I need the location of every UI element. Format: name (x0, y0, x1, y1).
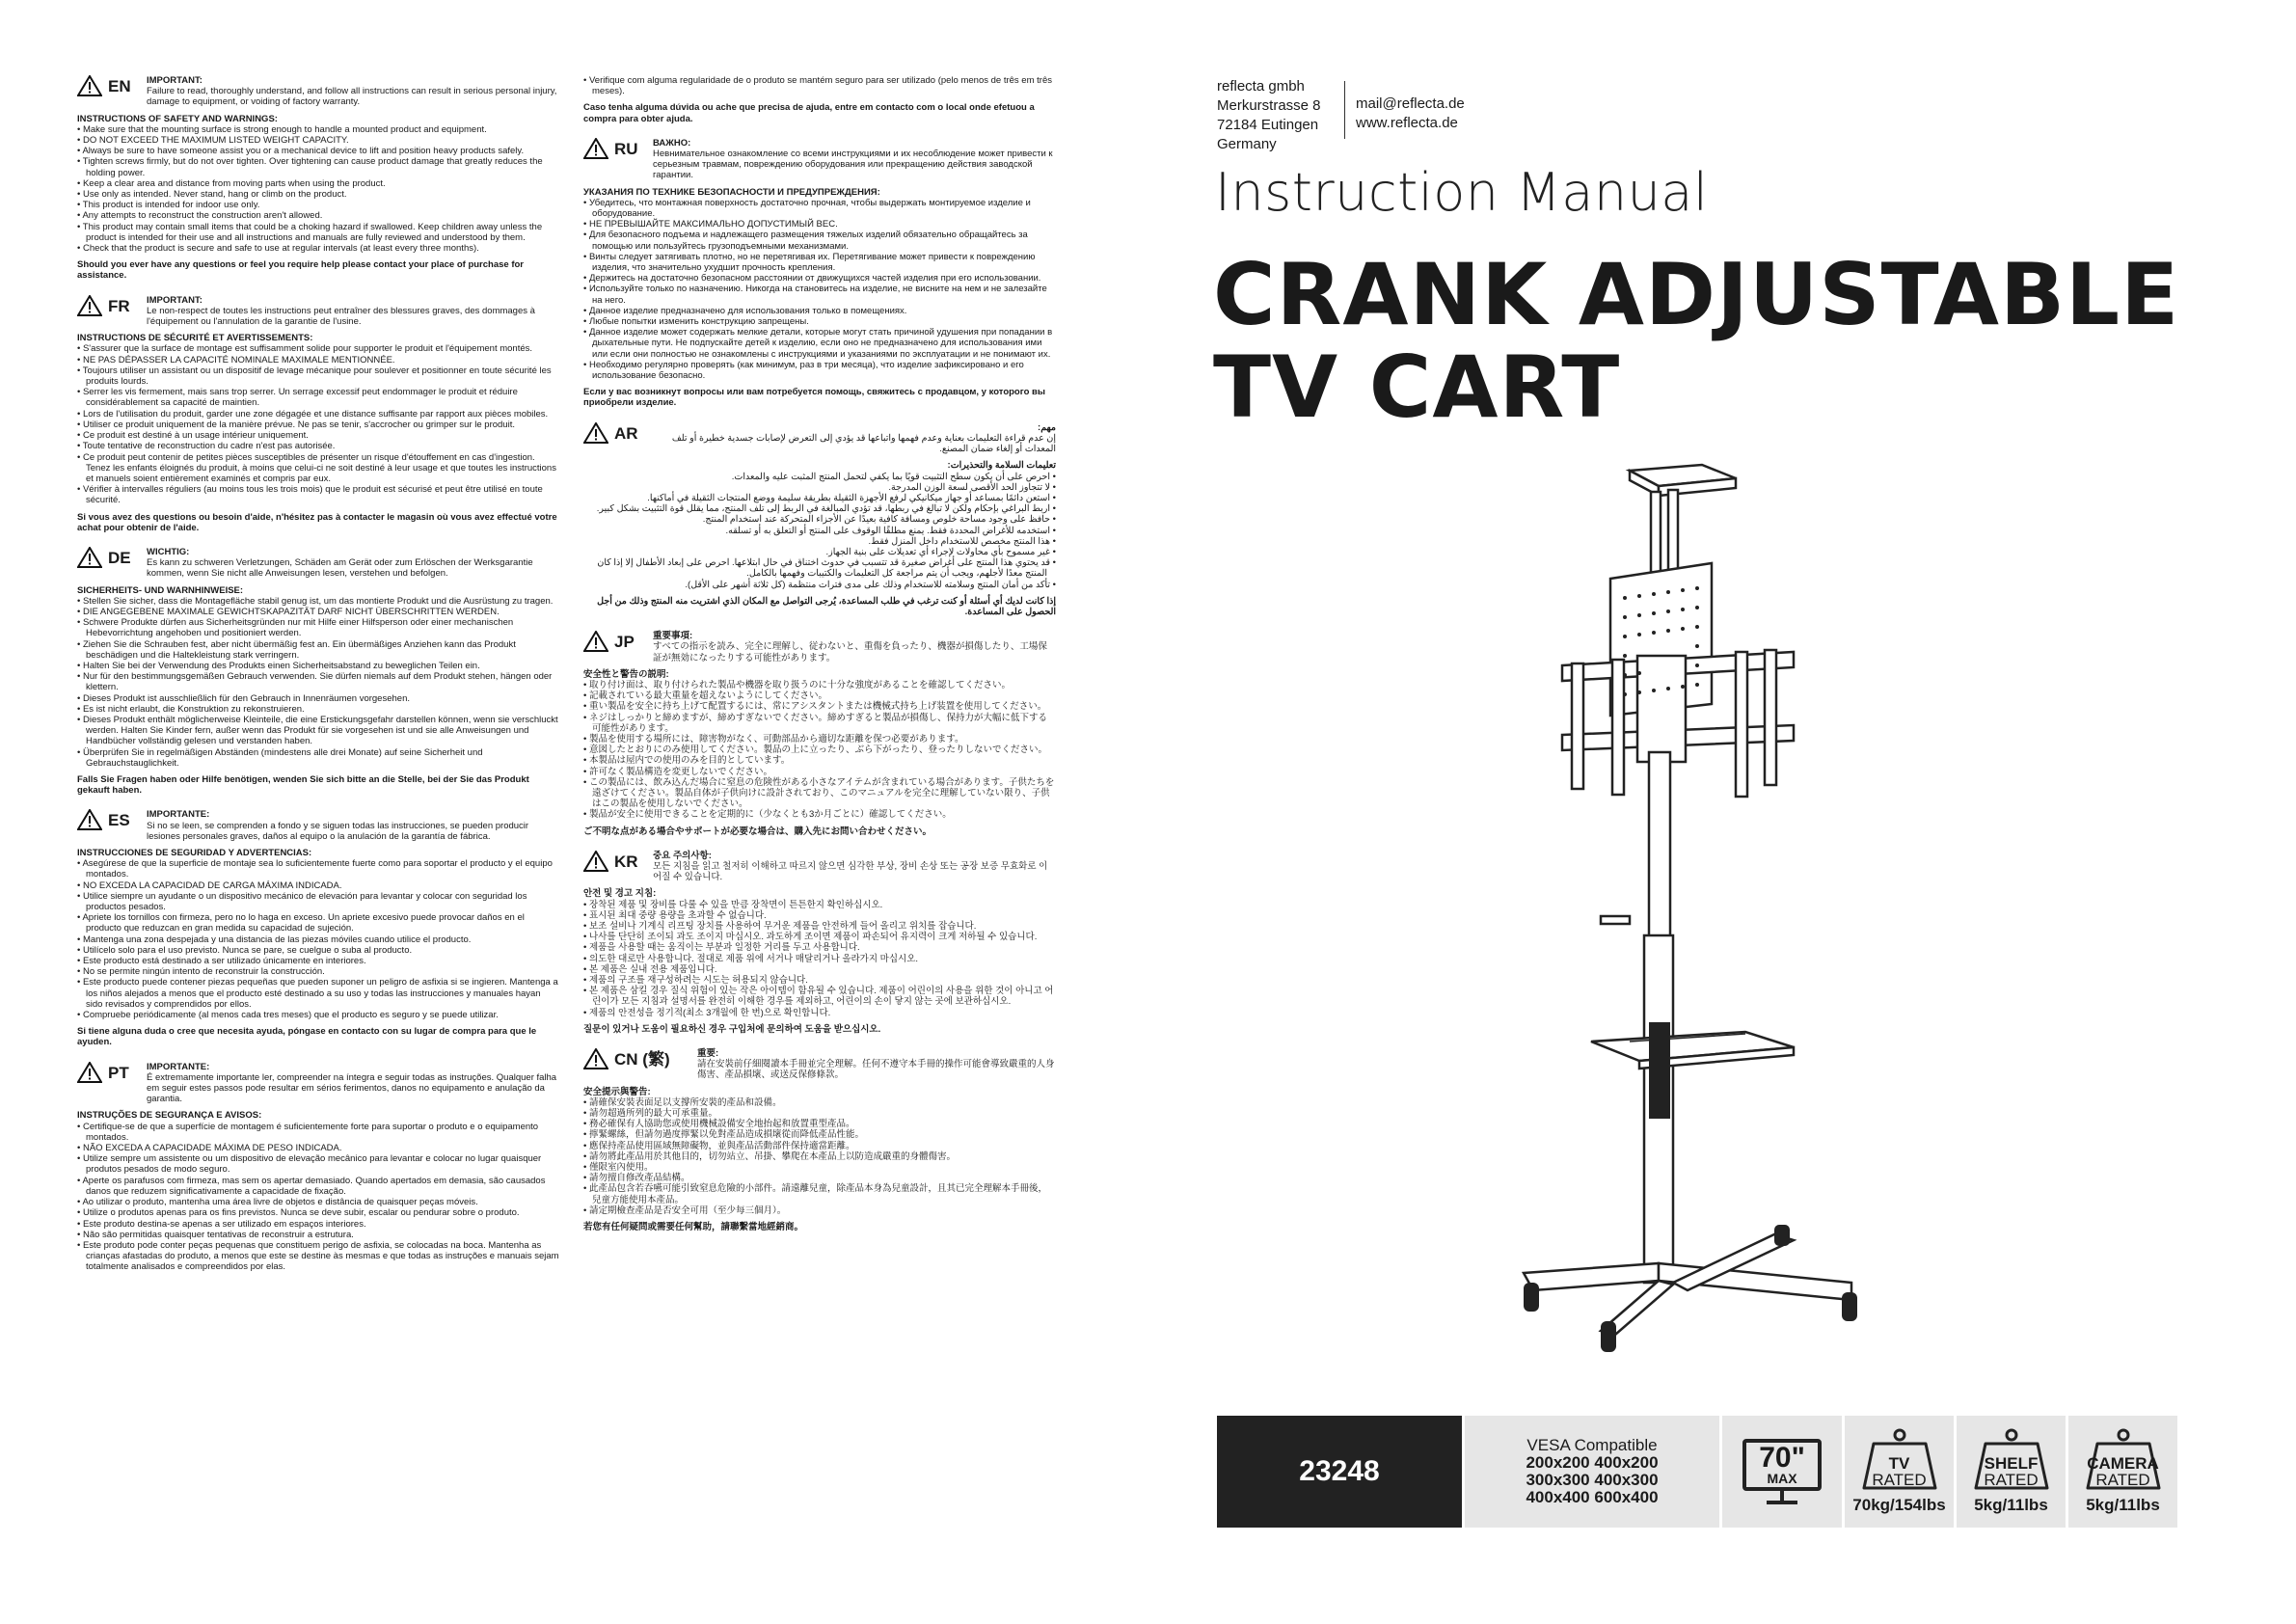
important-text: Le non-respect de toutes les instructions peut entraîner des blessures graves, des dommages à l'équipement ou l'annulation de la garantie de l'usine. (147, 305, 535, 328)
warning-triangle-icon (77, 295, 104, 318)
safety-list (77, 1122, 559, 1273)
list-item: • استعن دائمًا بمساعد أو جهاز ميكانيكي لرفع الأجهزة الثقيلة بطريقة سليمة ووضع المنتجات الثقيلة في أماكنها. (583, 493, 1056, 503)
vesa-line: 300x300 400x300 (1526, 1471, 1659, 1489)
list-item: • S'assurer que la surface de montage est suffisamment solide pour supporter le produit et l'équipement montés. (77, 343, 559, 354)
list-item: • 장착된 제품 및 장비를 다룰 수 있을 만큼 장착면이 튼튼한지 확인하십시오. (583, 900, 1056, 910)
list-item: • 제품의 안전성을 정기적(최소 3개월에 한 번)으로 확인합니다. (583, 1008, 1056, 1018)
warning-triangle-icon (583, 138, 610, 161)
section-en (77, 75, 559, 282)
list-item: • 의도한 대로만 사용합니다. 절대로 제품 위에 서거나 매달리거나 올라가지 마십시오. (583, 954, 1056, 964)
warning-triangle-icon (77, 809, 104, 832)
list-item: • 務必確保有人協助您或使用機械設備安全地抬起和放置重型產品。 (583, 1119, 1056, 1129)
tv-rated-badge (1845, 1416, 1954, 1528)
list-item: • Apriete los tornillos con firmeza, pero no lo haga en exceso. Un apriete excesivo puede provocar daños en el producto que reduzcan en gran medida su capacidad de sujeción. (77, 912, 559, 934)
list-item: • Use only as intended. Never stand, hang or climb on the product. (77, 189, 559, 200)
list-item: • 意図したとおりにのみ使用してください。製品の上に立ったり、ぶら下がったり、登ったりしないでください。 (583, 744, 1056, 755)
list-item: • Keep a clear area and distance from moving parts when using the product. (77, 178, 559, 189)
closing-text: ご不明な点がある場合やサポートが必要な場合は、購入先にお問い合わせください。 (583, 826, 932, 837)
badge-bottom: RATED (1872, 1471, 1927, 1489)
list-item: • Utilize sempre um assistente ou um dispositivo de elevação mecânico para levantar e colocar no lugar quaisquer produtos pesados de modo seguro. (77, 1153, 559, 1175)
list-item: • 請勿將此產品用於其他目的，切勿站立、吊掛、攀爬在本產品上以防造成嚴重的身體傷害。 (583, 1151, 1056, 1162)
badge-top: SHELF (1984, 1454, 2039, 1473)
important-text: É extremamente importante ler, compreender na íntegra e seguir todas as instruções. Qualquer falha em seguir estes passos pode resultar em sérios ferimentos, danos no equipamento e anulação da garantia. (147, 1071, 557, 1105)
closing-text: Si vous avez des questions ou besoin d'aide, n'hésitez pas à contacter le magasin où vous avez effectué votre achat pour obtenir de l'aide. (77, 511, 557, 533)
list-item: • Ao utilizar o produto, mantenha uma área livre de objetos e distância de quaisquer peças móveis. (77, 1197, 559, 1207)
important-text: Failure to read, thoroughly understand, and follow all instructions can result in serious personal injury, damage to equipment, or voiding of factory warranty. (147, 86, 557, 108)
important-label: 重要事項: (653, 631, 693, 642)
vesa-line: 200x200 400x200 (1526, 1453, 1659, 1472)
important-text: 請在安裝前仔細閱讀本手冊並完全理解。任何不遵守本手冊的操作可能會導致嚴重的人身傷害、產品損壞、或送反保修條款。 (697, 1059, 1055, 1081)
tv-cart-illustration (1504, 463, 1909, 1389)
language-code: EN (108, 77, 131, 95)
company-contact (1356, 95, 1465, 133)
closing-text: إذا كانت لديك أي أسئلة أو كنت ترغب في طلب المساعدة، يُرجى التواصل مع المكان الذي اشتريت منه المنتج وذلك من أجل الحصول على المساعدة. (597, 595, 1056, 617)
list-item: • Vérifier à intervalles réguliers (au moins tous les trois mois) que le produit est sécurisé et peut être utilisé en toute sécurité. (77, 484, 559, 505)
safety-list (77, 858, 559, 1020)
warning-triangle-icon (77, 1062, 104, 1085)
list-item: • تأكد من أمان المنتج وسلامته للاستخدام وذلك على مدى فترات منتظمة (كل ثلاثة أشهر على الأقل). (583, 580, 1056, 590)
product-title-line1: CRANK ADJUSTABLE (1213, 245, 2180, 344)
section-fr (77, 295, 559, 533)
list-item: • NO EXCEDA LA CAPACIDAD DE CARGA MÁXIMA INDICADA. (77, 880, 559, 891)
list-item: • Utilize o produtos apenas para os fins previstos. Nunca se deve subir, escalar ou pendurar sobre o produto. (77, 1207, 559, 1218)
list-item: • Aperte os parafusos com firmeza, mas sem os apertar demasiado. Quando apertados em demasia, são causados danos que reduzem significativamente a capacidade de fixação. (77, 1176, 559, 1197)
closing-text: Should you ever have any questions or feel you require help please contact your place of purchase for assistance. (77, 259, 524, 282)
list-item: • Verifique com alguma regularidade de o produto se mantém seguro para ser utilizado (pelo menos de três em três meses). (583, 75, 1056, 96)
list-item: • احرص على أن يكون سطح التثبيت قويًا بما يكفي لتحمل المنتج المثبت عليه والمعدات. (583, 472, 1056, 482)
closing-text: Si tiene alguna duda o cree que necesita ayuda, póngase en contacto con su lugar de compra para que le ayuden. (77, 1026, 537, 1048)
safety-subhead: INSTRUCTIONS OF SAFETY AND WARNINGS: (77, 113, 278, 124)
list-item: • Compruebe periódicamente (al menos cada tres meses) que el producto es seguro y se puede utilizar. (77, 1010, 559, 1020)
section-cn (583, 1048, 1056, 1232)
list-item: • 본 제품은 실내 전용 제품입니다. (583, 964, 1056, 975)
important-text: إن عدم قراءة التعليمات بعناية وعدم فهمها واتباعها قد يؤدي إلى التعرض لإصابات جسدية خطيرة أو تلف المعدات أو إلغاء ضمان المصنع. (671, 432, 1056, 455)
list-item: • 取り付け面は、取り付けられた製品や機器を取り扱うのに十分な強度があることを確認してください。 (583, 680, 1056, 690)
list-item: • НЕ ПРЕВЫШАЙТЕ МАКСИМАЛЬНО ДОПУСТИМЫЙ ВЕС. (583, 219, 1056, 230)
list-item: • 제품의 구조를 재구성하려는 시도는 허용되지 않습니다. (583, 975, 1056, 986)
safety-list (583, 680, 1056, 821)
tv-stand-icon (1780, 1491, 1784, 1501)
list-item: • Este producto está destinado a ser utilizado únicamente en interiores. (77, 956, 559, 966)
list-item: • 本製品は屋内での使用のみを目的としています。 (583, 755, 1056, 766)
list-item: • 擰緊螺絲，但請勿過度擰緊以免對產品造成損壞從而降低產品性能。 (583, 1129, 1056, 1140)
safety-list (77, 343, 559, 505)
list-item: • 此產品包含若吞嚥可能引致窒息危險的小部件。請遠離兒童，除產品本身為兒童設計，且其已完全理解本手冊後，兒童方能使用本產品。 (583, 1183, 1056, 1204)
camera-rated-badge (2068, 1416, 2177, 1528)
list-item: • 請勿擅自修改產品結構。 (583, 1173, 1056, 1183)
language-code: JP (614, 633, 635, 652)
language-code: PT (108, 1063, 129, 1082)
list-item: • 製品を使用する場所には、障害物がなく、可動部品から適切な距離を保つ必要があります。 (583, 734, 1056, 744)
company-street: Merkurstrasse 8 (1217, 97, 1321, 114)
badge-bottom: RATED (1984, 1471, 2039, 1489)
list-item: • Check that the product is secure and safe to use at regular intervals (at least every three months). (77, 243, 559, 254)
list-item: • DIE ANGEGEBENE MAXIMALE GEWICHTSKAPAZITÄT DARF NICHT ÜBERSCHRITTEN WERDEN. (77, 607, 559, 617)
list-item: • 僅限室內使用。 (583, 1162, 1056, 1173)
list-item: • 나사를 단단히 조이되 과도 조이지 마십시오. 과도하게 조이면 제품이 파손되어 유지력이 크게 저하될 수 있습니다. (583, 932, 1056, 942)
closing-text: Caso tenha alguma dúvida ou ache que precisa de ajuda, entre em contacto com o local onde efetuou a compra para obter ajuda. (583, 102, 1035, 124)
language-code: RU (614, 139, 638, 158)
list-item: • Serrer les vis fermement, mais sans trop serrer. Un serrage excessif peut endommager le produit et réduire considérablement sa capacité de maintien. (77, 387, 559, 408)
list-item: • 請確保安裝表面足以支撐所安裝的產品和設備。 (583, 1097, 1056, 1108)
list-item: • 許可なく製品構造を変更しないでください。 (583, 767, 1056, 777)
list-item: • اربط البراغي بإحكام ولكن لا تبالغ في ربطها، قد تؤدي المبالغة في الربط إلى تلف المنتج، مما يقلل قوة التثبيت بشكل كبير. (583, 503, 1056, 514)
manual-title: Instruction Manual (1215, 162, 1709, 223)
badge-top: CAMERA (2087, 1454, 2159, 1473)
company-email: mail@reflecta.de (1356, 95, 1465, 112)
section-jp (583, 631, 1056, 837)
language-code: AR (614, 423, 638, 443)
important-text: すべての指示を読み、完全に理解し、従わないと、重傷を負ったり、機器が損傷したり、工場保証が無効になったりする可能性があります。 (653, 641, 1047, 663)
list-item: • Überprüfen Sie in regelmäßigen Abständen (mindestens alle drei Monate) auf seine Sicherheit und Gebrauchstauglichkeit. (77, 747, 559, 769)
company-address (1217, 77, 1321, 154)
important-label: WICHTIG: (147, 546, 190, 557)
important-label: IMPORTANT: (147, 294, 203, 306)
section-ar (583, 422, 1056, 617)
safety-list (583, 472, 1056, 590)
language-code: KR (614, 852, 638, 871)
product-title-line2: TV CART (1213, 338, 1621, 437)
list-item: • Este producto puede contener piezas pequeñas que pueden suponer un peligro de asfixia si se ingieren. Mantenga a los niños alejados a menos que el producto esté destinado a su uso y todas las instrucciones y manuales hayan sido revisados y comprendidos por ellos. (77, 977, 559, 1010)
list-item: • Es ist nicht erlaubt, die Konstruktion zu rekonstruieren. (77, 704, 559, 715)
list-item: • This product may contain small items that could be a choking hazard if swallowed. Keep children away unless the product is intended for their use and all instructions and manuals are fully reviewed and understood by them. (77, 222, 559, 243)
warning-triangle-icon (583, 422, 610, 446)
section-de (77, 547, 559, 796)
closing-text: Если у вас возникнут вопросы или вам потребуется помощь, свяжитесь с продавцом, у которого вы приобрели изделие. (583, 387, 1045, 409)
list-item: • DO NOT EXCEED THE MAXIMUM LISTED WEIGHT CAPACITY. (77, 135, 559, 146)
safety-subhead: INSTRUCTIONS DE SÉCURITÉ ET AVERTISSEMENTS: (77, 333, 313, 344)
list-item: • Ce produit peut contenir de petites pièces susceptibles de présenter un risque d'étouffement en cas d'ingestion. Tenez les enfants éloignés du produit, à moins que celui-ci ne soit destiné à leur usage et que toutes les instructions et manuels soient entièrement examinés et compris par eux. (77, 452, 559, 485)
safety-list (583, 75, 1056, 96)
list-item: • この製品には、飲み込んだ場合に窒息の危険性がある小さなアイテムが含まれている場合があります。子供たちを遠ざけてください。製品自体が子供向けに設計されており、このマニュアルを完全に理解していない限り、子供はこの製品を使用しないでください。 (583, 777, 1056, 810)
list-item: • Убедитесь, что монтажная поверхность достаточно прочная, чтобы выдержать монтируемое изделие и оборудование. (583, 198, 1056, 219)
safety-list (77, 596, 559, 769)
list-item: • Tighten screws firmly, but do not over tighten. Over tightening can cause product damage that greatly reduces the holding power. (77, 156, 559, 177)
safety-subhead: تعليمات السلامة والتحذيرات: (947, 460, 1056, 472)
list-item: • Halten Sie bei der Verwendung des Produkts einen Sicherheitsabstand zu beweglichen Teilen ein. (77, 661, 559, 671)
list-item: • Este produto destina-se apenas a ser utilizado em espaços interiores. (77, 1219, 559, 1230)
safety-subhead: INSTRUÇÕES DE SEGURANÇA E AVISOS: (77, 1110, 262, 1122)
safety-list (583, 198, 1056, 381)
list-item: • Não são permitidas quaisquer tentativas de reconstruir a estrutura. (77, 1230, 559, 1240)
instructions-column-middle (583, 75, 1056, 1246)
safety-subhead: УКАЗАНИЯ ПО ТЕХНИКЕ БЕЗОПАСНОСТИ И ПРЕДУПРЕЖДЕНИЯ: (583, 186, 880, 198)
important-label: مهم: (1038, 421, 1056, 433)
weight-icon (2084, 1428, 2163, 1490)
tv-size-max: MAX (1767, 1471, 1797, 1486)
company-name: reflecta gmbh (1217, 78, 1305, 95)
list-item: • Always be sure to have someone assist you or a mechanical device to lift and position heavy products safely. (77, 146, 559, 156)
section-kr (583, 851, 1056, 1035)
list-item: • Данное изделие может содержать мелкие детали, которые могут стать причиной удушения при попадании в дыхательные пути. Не подпускайте детей к изделию, если оно не предназначено для использования ими или если они полностью не ознакомлены с инструкциями и указаниями по эксплуатации и не понимают их. (583, 327, 1056, 360)
tv-icon (1742, 1439, 1822, 1491)
important-text: Es kann zu schweren Verletzungen, Schäden am Gerät oder zum Erlöschen der Werksgarantie kommen, wenn Sie nicht alle Anweisungen lesen, verstehen und befolgen. (147, 557, 533, 580)
list-item: • Необходимо регулярно проверять (как минимум, раз в три месяца), что изделие зафиксировано и его использование безопасно. (583, 360, 1056, 381)
safety-subhead: INSTRUCCIONES DE SEGURIDAD Y ADVERTENCIAS: (77, 848, 312, 858)
list-item: • Asegúrese de que la superficie de montaje sea lo suficientemente fuerte como para soportar el producto y el equipo montados. (77, 858, 559, 880)
list-item: • No se permite ningún intento de reconstruir la construcción. (77, 966, 559, 977)
list-item: • Utilícelo solo para el uso previsto. Nunca se pare, se cuelgue o suba al producto. (77, 945, 559, 956)
list-item: • غير مسموح بأي محاولات لإجراء أي تعديلات على بنية الجهاز. (583, 547, 1056, 557)
list-item: • Certifique-se de que a superfície de montagem é suficientemente forte para suportar o produto e o equipamento montados. (77, 1122, 559, 1143)
list-item: • 請定期檢查產品是否安全可用（至少每三個月）。 (583, 1205, 1056, 1216)
warning-triangle-icon (77, 547, 104, 570)
language-code: DE (108, 548, 131, 567)
instructions-column-left (77, 75, 559, 1286)
important-text: Невнимательное ознакомление со всеми инструкциями и их несоблюдение может привести к серьезным травмам, повреждению оборудования или прекращению действия заводской гарантии. (653, 149, 1053, 181)
tv-size-value: 70" (1759, 1442, 1805, 1474)
camera-weight-rating: 5kg/11lbs (2086, 1496, 2160, 1514)
language-code: CN (繁) (614, 1050, 670, 1069)
closing-text: 질문이 있거나 도움이 필요하신 경우 구입처에 문의하여 도움을 받으십시오. (583, 1023, 881, 1035)
list-item: • Toute tentative de reconstruction du cadre n'est pas autorisée. (77, 441, 559, 451)
safety-list (583, 1097, 1056, 1216)
closing-text: 若您有任何疑問或需要任何幫助，請聯繫當地經銷商。 (583, 1222, 804, 1233)
section-es (77, 809, 559, 1047)
list-item: • Make sure that the mounting surface is strong enough to handle a mounted product and equipment. (77, 124, 559, 135)
vesa-line: 400x400 600x400 (1526, 1488, 1659, 1506)
language-code: FR (108, 296, 130, 315)
tv-weight-rating: 70kg/154lbs (1852, 1496, 1946, 1514)
closing-text: Falls Sie Fragen haben oder Hilfe benötigen, wenden Sie sich bitte an die Stelle, bei der Sie das Produkt gekauft haben. (77, 773, 529, 797)
safety-list (77, 124, 559, 254)
list-item: • Toujours utiliser un assistant ou un dispositif de levage mécanique pour soulever et positionner en toute sécurité les produits lourds. (77, 365, 559, 387)
list-item: • Данное изделие предназначено для использования только в помещениях. (583, 306, 1056, 316)
weight-icon (1972, 1428, 2051, 1490)
list-item: • 보조 설비나 기계식 리프팅 장치를 사용하여 무거운 제품을 안전하게 들어 올리고 위치를 잡습니다. (583, 921, 1056, 932)
list-item: • حافظ على وجود مساحة خلوص ومسافة كافية بعيدًا عن الأجزاء المتحركة عند استخدام المنتج. (583, 514, 1056, 525)
important-label: 중요 주의사항: (653, 850, 712, 861)
vesa-title: VESA Compatible (1526, 1436, 1658, 1454)
list-item: • 표시된 최대 중량 용량을 초과할 수 없습니다. (583, 910, 1056, 921)
important-text: 모든 지침을 읽고 철저히 이해하고 따르지 않으면 심각한 부상, 장비 손상 또는 공장 보증 무효화로 이어질 수 있습니다. (653, 861, 1048, 883)
important-label: IMPORTANTE: (147, 1061, 210, 1072)
safety-subhead: 안전 및 경고 지침: (583, 888, 657, 900)
list-item: • Lors de l'utilisation du produit, garder une zone dégagée et une distance suffisante par rapport aux pièces mobiles. (77, 409, 559, 420)
sku-number: 23248 (1217, 1416, 1462, 1528)
list-item: • 製品が安全に使用できることを定期的に（少なくとも3か月ごとに）確認してください。 (583, 809, 1056, 820)
list-item: • Nur für den bestimmungsgemäßen Gebrauch verwenden. Sie dürfen niemals auf dem Produkt stehen, hängen oder klettern. (77, 671, 559, 692)
list-item: • NE PAS DÉPASSER LA CAPACITÉ NOMINALE MAXIMALE MENTIONNÉE. (77, 355, 559, 365)
badge-top: TV (1888, 1454, 1910, 1473)
language-code: ES (108, 811, 130, 830)
list-item: • 제품을 사용할 때는 움직이는 부분과 일정한 거리를 두고 사용합니다. (583, 942, 1056, 953)
company-city: 72184 Eutingen (1217, 117, 1319, 133)
list-item: • Mantenga una zona despejada y una distancia de las piezas móviles cuando utilice el producto. (77, 934, 559, 945)
list-item: • Utilice siempre un ayudante o un dispositivo mecánico de elevación para levantar y colocar con seguridad los productos pesados. (77, 891, 559, 912)
company-country: Germany (1217, 136, 1277, 152)
list-item: • هذا المنتج مخصص للاستخدام داخل المنزل فقط. (583, 536, 1056, 547)
list-item: • Держитесь на достаточно безопасном расстоянии от движущихся частей изделия при его использовании. (583, 273, 1056, 284)
list-item: • Utiliser ce produit uniquement de la manière prévue. Ne pas se tenir, s'accrocher ou grimper sur le produit. (77, 420, 559, 430)
section-pt-continued (583, 75, 1056, 124)
address-divider (1344, 81, 1345, 139)
safety-subhead: 安全性と警告の説明: (583, 668, 669, 680)
tv-foot-icon (1767, 1501, 1797, 1504)
list-item: • Ce produit est destiné à un usage intérieur uniquement. (77, 430, 559, 441)
list-item: • Este produto pode conter peças pequenas que constituem perigo de asfixia, se colocadas na boca. Mantenha as crianças afastadas do produto, a menos que este se destine às mesmas e que todas as instruções e manuais sejam totalmente analisados e compreendidos por elas. (77, 1240, 559, 1273)
list-item: • 請勿超過所列的最大可承重量。 (583, 1108, 1056, 1119)
list-item: • Любые попытки изменить конструкцию запрещены. (583, 316, 1056, 327)
section-ru (583, 138, 1056, 409)
list-item: • Винты следует затягивать плотно, но не перетягивая их. Перетягивание может привести к повреждению изделия, что значительно ухудшит прочность крепления. (583, 252, 1056, 273)
warning-triangle-icon (583, 851, 610, 874)
list-item: • Для безопасного подъема и надлежащего размещения тяжелых изделий обязательно обращайтесь за помощью или пользуйтесь грузоподъемными механизмами. (583, 230, 1056, 251)
safety-subhead: SICHERHEITS- UND WARNHINWEISE: (77, 584, 244, 596)
weight-icon (1860, 1428, 1939, 1490)
safety-list (583, 900, 1056, 1018)
important-text: Si no se leen, se comprenden a fondo y se siguen todas las instrucciones, se pueden producir lesiones personales graves, daños al equipo o la anulación de la garantía de fábrica. (147, 820, 529, 842)
list-item: • Используйте только по назначению. Никогда на становитесь на изделие, не висните на нем и не залезайте на него. (583, 284, 1056, 305)
list-item: • Dieses Produkt enthält möglicherweise Kleinteile, die eine Erstickungsgefahr darstellen können, wenn sie verschluckt werden. Halten Sie Kinder fern, außer wenn das Produkt für sie vorgesehen ist und sie alle Anweisungen und Handbücher vollständig gelesen und verstanden haben. (77, 715, 559, 747)
list-item: • Ziehen Sie die Schrauben fest, aber nicht übermäßig fest an. Ein übermäßiges Anziehen kann das Produkt beschädigen und die Haltekleistung stark verringern. (77, 639, 559, 661)
list-item: • Schwere Produkte dürfen aus Sicherheitsgründen nur mit Hilfe einer Hilfsperson oder einer mechanischen Hebevorrichtung angehoben und positioniert werden. (77, 617, 559, 638)
list-item: • NÃO EXCEDA A CAPACIDADE MÁXIMA DE PESO INDICADA. (77, 1143, 559, 1153)
list-item: • قد يحتوي هذا المنتج على أغراض صغيرة قد تتسبب في حدوث اختناق في حال ابتلاعها. احرص على إبعاد الأطفال إلا إذا كان المنتج معدًا لأجلهم، ويجب أن يتم مراجعة كل التعليمات والكتيبات وفهمها بالكامل. (583, 557, 1056, 579)
vesa-compatibility (1465, 1416, 1719, 1528)
list-item: • Dieses Produkt ist ausschließlich für den Gebrauch in Innenräumen vorgesehen. (77, 693, 559, 704)
max-tv-size (1722, 1416, 1842, 1528)
spec-bar (1217, 1416, 2181, 1528)
list-item: • ネジはしっかりと締めますが、締めすぎないでください。締めすぎると製品が損傷し、保持力が大幅に低下する可能性があります。 (583, 713, 1056, 734)
warning-triangle-icon (77, 75, 104, 98)
list-item: • 應保持產品使用區域無障礙物，並與產品活動部件保持適當距離。 (583, 1141, 1056, 1151)
warning-triangle-icon (583, 631, 610, 654)
badge-bottom: RATED (2095, 1471, 2150, 1489)
shelf-weight-rating: 5kg/11lbs (1974, 1496, 2048, 1514)
list-item: • Stellen Sie sicher, dass die Montagefläche stabil genug ist, um das montierte Produkt und die Ausrüstung zu tragen. (77, 596, 559, 607)
list-item: • This product is intended for indoor use only. (77, 200, 559, 210)
important-label: IMPORTANT: (147, 75, 203, 86)
safety-subhead: 安全提示與警告: (583, 1086, 651, 1097)
list-item: • 重い製品を安全に持ち上げて配置するには、常にアシスタントまたは機械式持ち上げ装置を使用してください。 (583, 701, 1056, 712)
shelf-rated-badge (1957, 1416, 2066, 1528)
section-pt (77, 1062, 559, 1273)
company-website: www.reflecta.de (1356, 115, 1458, 131)
important-label: 重要: (697, 1048, 719, 1060)
list-item: • 본 제품은 삼킬 경우 질식 위험이 있는 작은 아이템이 함유될 수 있습니다. 제품이 어린이의 사용을 위한 것이 아니고 어린이가 모든 지침과 설명서를 완전히 이해한 경우를 제외하고, 어린이의 손이 닿지 않는 곳에 보관하십시오. (583, 986, 1056, 1007)
list-item: • 記載されている最大重量を超えないようにしてください。 (583, 690, 1056, 701)
important-label: ВАЖНО: (653, 137, 691, 149)
product-title (1213, 245, 2180, 437)
important-label: IMPORTANTE: (147, 809, 210, 821)
list-item: • لا تتجاوز الحد الأقصى لسعة الوزن المدرجة. (583, 482, 1056, 493)
list-item: • Any attempts to reconstruct the construction aren't allowed. (77, 210, 559, 221)
list-item: • استخدمه للأغراض المحددة فقط. يمنع مطلقًا الوقوف على المنتج أو التعلق به أو تسلقه. (583, 526, 1056, 536)
warning-triangle-icon (583, 1048, 610, 1071)
